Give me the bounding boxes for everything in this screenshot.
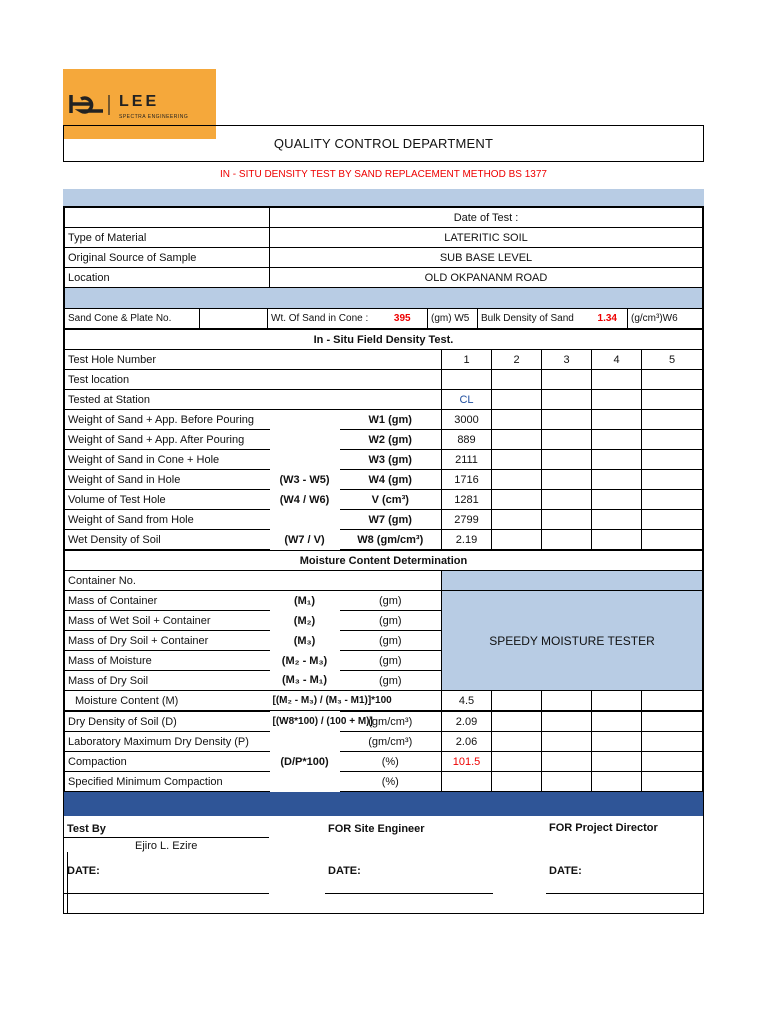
station-value: CL xyxy=(442,390,492,410)
bulk-density-value: 1.34 xyxy=(588,309,628,329)
result-value: 2.06 xyxy=(442,732,492,752)
moisture-row-unit: (gm) xyxy=(340,611,442,631)
section-band xyxy=(64,288,703,308)
moisture-row-formula: (M₃) xyxy=(293,634,316,647)
compaction-value: 101.5 xyxy=(442,752,492,772)
field-row-label: Weight of Sand + App. After Pouring xyxy=(65,430,270,450)
moisture-row-unit: (gm) xyxy=(340,631,442,651)
field-row-symbol: W4 (gm) xyxy=(340,470,442,490)
info-value: OLD OKPANANM ROAD xyxy=(270,268,703,288)
field-density-title: In - Situ Field Density Test. xyxy=(65,330,703,350)
test-title: IN - SITU DENSITY TEST BY SAND REPLACEMENT METHOD BS 1377 xyxy=(220,169,547,180)
field-row-value: 2111 xyxy=(442,450,492,470)
moisture-row-label: Mass of Wet Soil + Container xyxy=(65,611,270,631)
result-label: Specified Minimum Compaction xyxy=(65,772,270,792)
hole-number: 3 xyxy=(542,350,592,370)
field-row-label: Test location xyxy=(65,370,442,390)
result-unit: (%) xyxy=(340,772,442,792)
logo-tagline: SPECTRA ENGINEERING xyxy=(119,114,189,120)
hole-number-label: Test Hole Number xyxy=(65,350,442,370)
field-row-value: 1716 xyxy=(442,470,492,490)
result-label: Laboratory Maximum Dry Density (P) xyxy=(65,732,270,752)
moisture-row-label: Container No. xyxy=(65,571,442,591)
moisture-row-unit: (gm) xyxy=(340,651,442,671)
signature-divider xyxy=(67,852,68,914)
bulk-density-unit: (g/cm³)W6 xyxy=(628,309,703,329)
logo-wordmark: LEE xyxy=(119,93,160,110)
field-row-formula: (W3 - W5) xyxy=(279,473,330,486)
result-label: Dry Density of Soil (D) xyxy=(65,712,270,732)
moisture-content-formula: [(M₂ - M₃) / (M₃ - M1)]*100 xyxy=(270,691,442,711)
result-formula: (D/P*100) xyxy=(280,755,329,768)
field-row-value: 2.19 xyxy=(442,530,492,550)
cone-label: Sand Cone & Plate No. xyxy=(65,309,200,329)
moisture-row-unit: (gm) xyxy=(340,671,442,691)
field-row-symbol: W3 (gm) xyxy=(340,450,442,470)
moisture-row-formula: (M₃ - M₁) xyxy=(281,674,328,687)
info-label: Location xyxy=(65,268,270,288)
field-row-label: Volume of Test Hole xyxy=(65,490,270,510)
results-table xyxy=(64,711,703,792)
info-blank xyxy=(65,208,270,228)
field-row-formula: (W4 / W6) xyxy=(279,493,330,506)
site-engineer-label: FOR Site Engineer xyxy=(328,823,425,835)
result-unit: (gm/cm³) xyxy=(340,712,442,732)
field-row-symbol: W8 (gm/cm³) xyxy=(340,530,442,550)
field-row-label: Weight of Sand from Hole xyxy=(65,510,270,530)
moisture-title: Moisture Content Determination xyxy=(65,551,703,571)
date-of-test-label: Date of Test : xyxy=(270,208,703,228)
cone-weight-label: Wt. Of Sand in Cone : xyxy=(268,309,378,329)
speedy-moisture-tester: SPEEDY MOISTURE TESTER xyxy=(442,591,703,691)
date-line-tester xyxy=(64,893,269,894)
moisture-row-formula: (M₂) xyxy=(293,614,316,627)
info-value: SUB BASE LEVEL xyxy=(270,248,703,268)
field-row-symbol: W2 (gm) xyxy=(340,430,442,450)
date-line-site xyxy=(325,893,493,894)
date-label-director: DATE: xyxy=(549,865,582,877)
moisture-row-formula: (M₂ - M₃) xyxy=(281,654,328,667)
field-row-value: 889 xyxy=(442,430,492,450)
cone-number xyxy=(200,309,268,329)
moisture-row-label: Mass of Moisture xyxy=(65,651,270,671)
department-header xyxy=(63,125,704,162)
header-band xyxy=(63,189,704,206)
result-unit: (gm/cm³) xyxy=(340,732,442,752)
result-value xyxy=(442,772,492,792)
test-sheet xyxy=(63,206,704,914)
moisture-row-unit: (gm) xyxy=(340,591,442,611)
field-row-value: 3000 xyxy=(442,410,492,430)
moisture-row-label: Mass of Container xyxy=(65,591,270,611)
moisture-content-value: 4.5 xyxy=(442,691,492,711)
field-row-label: Weight of Sand + App. Before Pouring xyxy=(65,410,270,430)
field-row-label: Weight of Sand in Hole xyxy=(65,470,270,490)
tester-name: Ejiro L. Ezire xyxy=(135,840,198,852)
info-value: LATERITIC SOIL xyxy=(270,228,703,248)
hole-number: 4 xyxy=(592,350,642,370)
field-row-symbol: W1 (gm) xyxy=(340,410,442,430)
field-row-symbol: V (cm³) xyxy=(340,490,442,510)
date-label-site: DATE: xyxy=(328,865,361,877)
hole-number: 5 xyxy=(642,350,703,370)
cone-table xyxy=(64,308,703,329)
info-label: Original Source of Sample xyxy=(65,248,270,268)
result-unit: (%) xyxy=(340,752,442,772)
info-label: Type of Material xyxy=(65,228,270,248)
field-row-value: 1281 xyxy=(442,490,492,510)
info-table xyxy=(64,207,703,288)
result-label: Compaction xyxy=(65,752,270,772)
date-label-tester: DATE: xyxy=(67,865,100,877)
cone-weight-unit: (gm) W5 xyxy=(428,309,478,329)
field-row-formula: (W7 / V) xyxy=(284,533,325,546)
result-value: 2.09 xyxy=(442,712,492,732)
date-line-director xyxy=(546,893,703,894)
moisture-row-formula: (M₁) xyxy=(293,594,316,607)
project-director-label: FOR Project Director xyxy=(549,822,658,834)
test-by-label: Test By xyxy=(67,823,106,835)
hole-number: 2 xyxy=(492,350,542,370)
footer-band xyxy=(64,792,703,816)
moisture-row-label: Mass of Dry Soil + Container xyxy=(65,631,270,651)
field-row-label: Weight of Sand in Cone + Hole xyxy=(65,450,270,470)
field-density-table xyxy=(64,329,703,550)
cone-weight-value: 395 xyxy=(378,309,428,329)
field-row-label: Tested at Station xyxy=(65,390,442,410)
test-by-line xyxy=(64,837,269,838)
field-row-symbol: W7 (gm) xyxy=(340,510,442,530)
moisture-row-label: Mass of Dry Soil xyxy=(65,671,270,691)
result-formula: [(W8*100) / (100 + M)] xyxy=(272,716,373,727)
field-row-label: Wet Density of Soil xyxy=(65,530,270,550)
bulk-density-label: Bulk Density of Sand xyxy=(478,309,588,329)
hole-number: 1 xyxy=(442,350,492,370)
moisture-content-label: Moisture Content (M) xyxy=(65,691,270,711)
moisture-table xyxy=(64,550,703,711)
department-title: QUALITY CONTROL DEPARTMENT xyxy=(273,136,494,151)
field-row-value: 2799 xyxy=(442,510,492,530)
